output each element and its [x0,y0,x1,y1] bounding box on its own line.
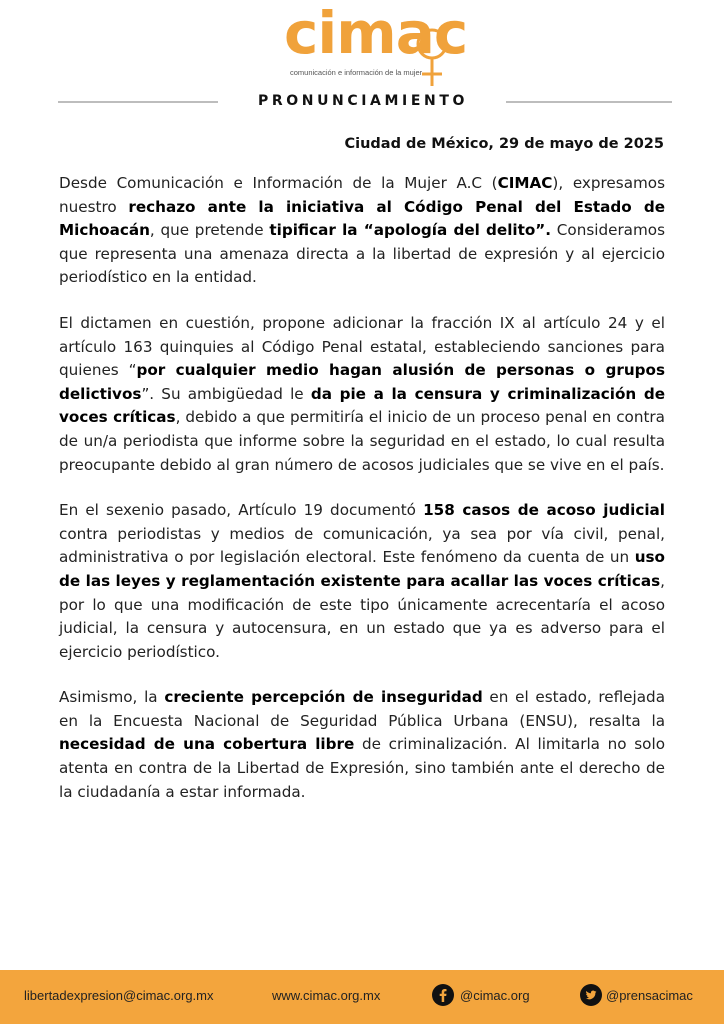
text-run: Desde Comunicación e Información de la Mujer A.C ( [59,174,498,192]
bold-text-run: por cualquier medio hagan alusión de personas o grupos delictivos [59,361,665,403]
text-run: contra periodistas y medios de comunicación, ya sea por vía civil, penal, administrativa o por legislación electoral. Este fenómeno da cuenta de un [59,524,665,567]
footer-facebook-handle[interactable]: @cimac.org [460,988,530,1003]
bold-text-run: rechazo ante la iniciativa al Código Penal del Estado de Michoacán [59,197,666,240]
footer-email-link[interactable]: libertadexpresion@cimac.org.mx [24,988,214,1003]
dateline: Ciudad de México, 29 de mayo de 2025 [344,136,664,152]
text-run: ”. Su ambigüedad le [141,384,311,403]
text-run: ), expresamos nuestro [59,174,665,216]
logo-tagline: comunicación e información de la mujer [290,68,423,77]
text-run: , por lo que una modificación de este tipo únicamente acrecentaría el acoso judicial, la censura y autocensura, en un estado que ya es adverso para el ejercicio periodístico. [59,571,665,661]
text-run: Asimismo, la [59,688,165,707]
bold-text-run: da pie a la censura y criminalización de voces críticas [59,384,665,427]
document-title: PRONUNCIAMIENTO [258,93,468,109]
text-run: Consideramos que representa una amenaza directa a la libertad de expresión y al ejercicio periodístico en la entidad. [59,221,665,287]
venus-symbol-icon [416,24,454,88]
text-run: , debido a que permitiría el inicio de un proceso penal en contra de un/a periodista que informe sobre la seguridad en el estado, lo cual resulta preocupante debido al gran número de acosos judiciales que se vive en el país. [59,408,665,474]
bold-text-run: CIMAC [497,174,553,192]
facebook-icon[interactable] [432,984,454,1006]
paragraph-4 [59,686,665,804]
text-run: El dictamen en cuestión, propone adicionar la fracción IX al artículo 24 y el artículo 163 quinquies al Código Penal estatal, estableciendo sanciones para quienes “ [59,313,665,380]
twitter-icon[interactable] [580,984,602,1006]
text-run: de criminalización. Al limitarla no solo atenta en contra de la Libertad de Expresión, sino también ante el derecho de la ciudadanía a estar informada. [59,735,665,801]
bold-text-run: 158 casos de acoso judicial [423,501,665,520]
paragraph-2 [59,312,665,477]
bold-text-run: necesidad de una cobertura libre [59,735,355,754]
bold-text-run: tipificar la “apología del delito”. [269,221,552,240]
text-run: En el sexenio pasado, Artículo 19 documentó [59,501,424,520]
footer-bar [0,970,724,1024]
paragraph-3 [59,499,665,664]
cimac-logo [284,0,468,88]
footer-twitter-handle[interactable]: @prensacimac [606,988,693,1003]
header-divider-left [58,101,218,103]
text-run: , que pretende [149,221,270,240]
logo-wordmark: cimac [284,0,468,67]
document-body [59,172,665,826]
bold-text-run: uso de las leyes y reglamentación existente para acallar las voces críticas [59,548,665,590]
bold-text-run: creciente percepción de inseguridad [164,688,483,707]
header-divider-right [506,101,672,103]
text-run: en el estado, reflejada en la Encuesta Nacional de Seguridad Pública Urbana (ENSU), resalta la [59,688,665,730]
footer-website-link[interactable]: www.cimac.org.mx [272,988,381,1003]
paragraph-1 [59,172,665,290]
